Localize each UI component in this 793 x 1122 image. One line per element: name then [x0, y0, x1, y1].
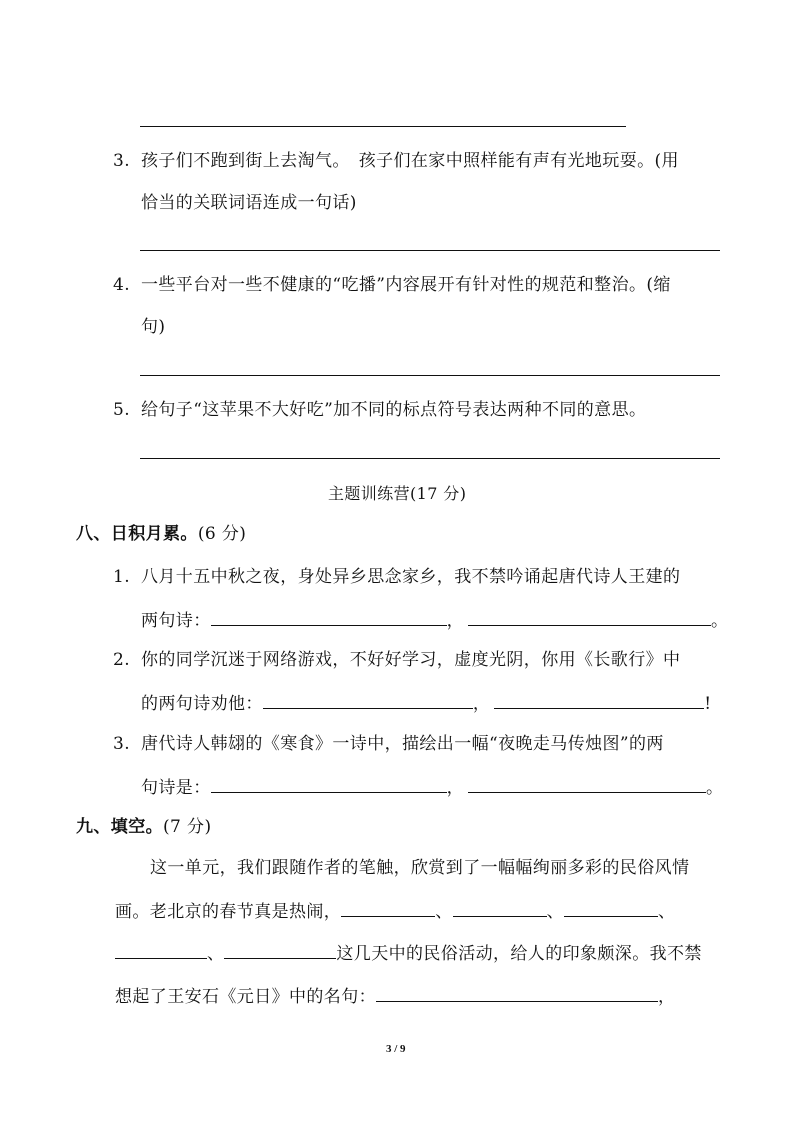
- item-number: 3.: [113, 734, 131, 754]
- item-number: 5.: [113, 400, 131, 420]
- separator: 、: [658, 902, 676, 922]
- paragraph-text: 画。老北京的春节真是热闹，: [115, 902, 342, 922]
- section-score: (6 分): [197, 524, 247, 544]
- fill-prefix: 句诗是：: [141, 778, 211, 798]
- blank[interactable]: [115, 940, 207, 959]
- paragraph-line: [115, 898, 675, 924]
- blank[interactable]: [224, 940, 336, 959]
- item-number: 1.: [113, 567, 131, 587]
- separator: 、: [435, 902, 453, 922]
- line-end: 。: [711, 611, 729, 631]
- page-number: 3 / 9: [386, 1043, 406, 1055]
- item-number: 3.: [113, 151, 131, 171]
- separator: ，: [446, 778, 465, 798]
- fill-line: [141, 690, 711, 716]
- paragraph-line: [115, 983, 675, 1009]
- question-text: 句): [141, 317, 166, 337]
- question-text: 你的同学沉迷于网络游戏，不好好学习，虚度光阴，你用《长歌行》中: [141, 650, 681, 670]
- separator: ，: [658, 987, 676, 1007]
- separator: 、: [546, 902, 565, 922]
- question-text: 唐代诗人韩翃的《寒食》一诗中，描绘出一幅“夜晚走马传烛图”的两: [141, 734, 664, 754]
- blank[interactable]: [211, 607, 447, 626]
- blank[interactable]: [263, 690, 473, 709]
- question-text: 八月十五中秋之夜，身处异乡思念家乡，我不禁吟诵起唐代诗人王建的: [141, 567, 681, 587]
- blank[interactable]: [341, 898, 435, 917]
- fill-prefix: 的两句诗劝他：: [141, 694, 263, 714]
- section-heading: [76, 522, 246, 546]
- item-number: 4.: [113, 275, 131, 295]
- paragraph-line: 这一单元，我们跟随作者的笔触，欣赏到了一幅幅绚丽多彩的民俗风情: [150, 858, 690, 878]
- section-heading-label: 八、日积月累。: [76, 524, 198, 544]
- blank[interactable]: [494, 690, 704, 709]
- paragraph-text: 这几天中的民俗活动，给人的印象颇深。我不禁: [336, 944, 702, 964]
- section-heading-label: 九、填空。: [76, 817, 163, 837]
- item-number: 2.: [113, 650, 131, 670]
- answer-line[interactable]: [140, 458, 720, 459]
- separator: ，: [446, 611, 465, 631]
- question-text: 一些平台对一些不健康的“吃播”内容展开有针对性的规范和整治。(缩: [141, 275, 671, 295]
- line-end: 。: [706, 778, 724, 798]
- answer-line-prev: [140, 126, 626, 127]
- fill-line: [141, 774, 723, 800]
- fill-prefix: 两句诗：: [141, 611, 211, 631]
- blank[interactable]: [453, 898, 547, 917]
- section-heading: [76, 815, 211, 839]
- separator: 、: [207, 944, 225, 964]
- blank[interactable]: [211, 774, 447, 793]
- separator: ，: [472, 694, 491, 714]
- section-score: (7 分): [163, 817, 212, 837]
- section-title: 主题训练营(17 分): [328, 484, 467, 503]
- question-text: 恰当的关联词语连成一句话): [141, 193, 357, 213]
- blank[interactable]: [564, 898, 658, 917]
- blank[interactable]: [468, 607, 711, 626]
- blank[interactable]: [468, 774, 706, 793]
- question-text: 给句子“这苹果不大好吃”加不同的标点符号表达两种不同的意思。: [141, 400, 647, 420]
- line-end: !: [704, 694, 712, 714]
- paragraph-text: 想起了王安石《元日》中的名句：: [115, 987, 376, 1007]
- fill-line: [141, 607, 728, 633]
- blank[interactable]: [376, 983, 658, 1002]
- answer-line[interactable]: [140, 250, 720, 251]
- answer-line[interactable]: [140, 375, 720, 376]
- paragraph-line: [115, 940, 702, 966]
- question-text: 孩子们不跑到街上去淘气。 孩子们在家中照样能有声有光地玩耍。(用: [141, 151, 679, 171]
